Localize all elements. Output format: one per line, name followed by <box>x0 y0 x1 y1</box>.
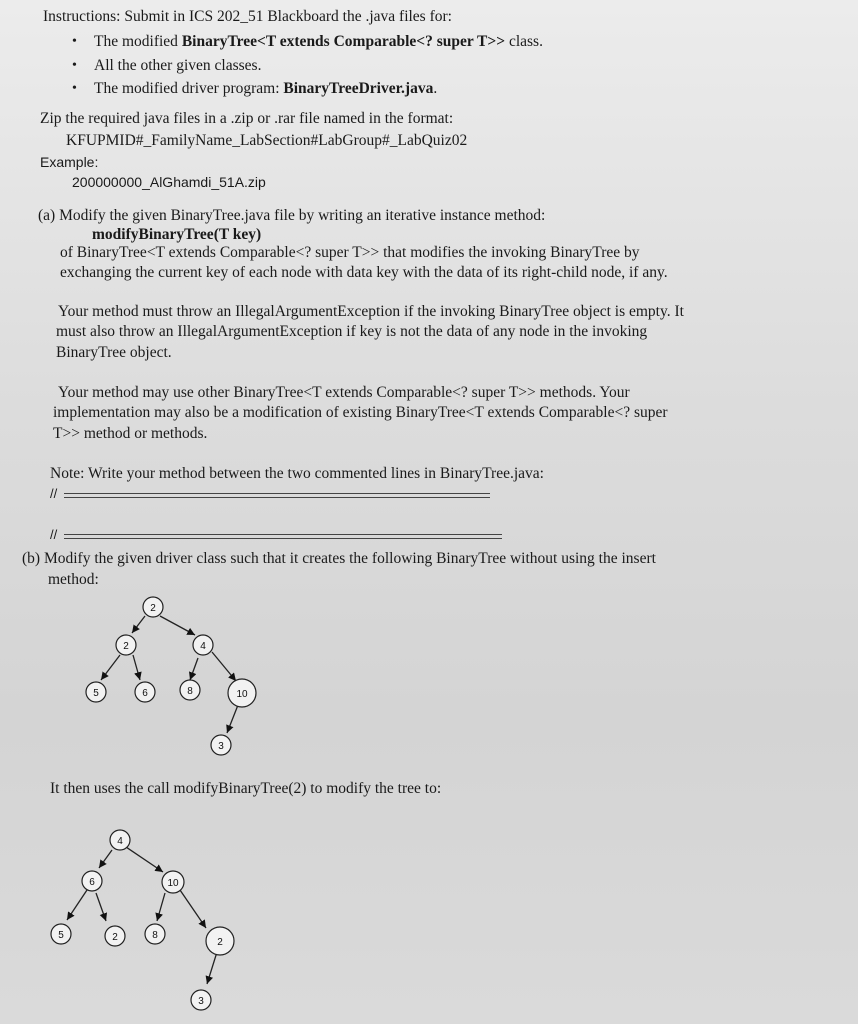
tree-node-label: 3 <box>198 996 204 1007</box>
tree-edge <box>207 952 217 984</box>
part-a-line-4: exchanging the current key of each node with data key with the data of its right-child node, if any. <box>60 264 668 281</box>
instructions-line: Instructions: Submit in ICS 202_51 Blackboard the .java files for: <box>43 8 452 25</box>
tree-node-label: 4 <box>200 641 206 652</box>
bullet-item-1: The modified BinaryTree<T extends Comparable<? super T>> class. <box>94 33 543 50</box>
tree-edge <box>180 890 206 928</box>
tree-edge <box>126 847 163 872</box>
part-a-note: Note: Write your method between the two commented lines in BinaryTree.java: <box>50 465 544 482</box>
part-a-methods-line-2: implementation may also be a modification of existing BinaryTree<T extends Comparable<? super <box>53 404 668 421</box>
tree-node-label: 6 <box>89 877 95 888</box>
tree-node-label: 2 <box>123 641 129 652</box>
example-label: Example: <box>40 154 99 170</box>
comment-marker-bottom: // <box>50 527 58 542</box>
tree-node-label: 2 <box>217 937 223 948</box>
part-a-exception-line-2: must also throw an IllegalArgumentException if key is not the data of any node in the invoking <box>56 323 648 340</box>
tree-node-label: 2 <box>150 603 156 614</box>
part-a-line-1: (a) Modify the given BinaryTree.java file by writing an iterative instance method: <box>38 207 546 224</box>
tree-node-label: 2 <box>112 932 118 943</box>
example-filename: 200000000_AlGhamdi_51A.zip <box>72 174 266 190</box>
tree-node-label: 10 <box>167 878 179 889</box>
tree-node-label: 8 <box>152 930 158 941</box>
part-a-line-3: of BinaryTree<T extends Comparable<? super T>> that modifies the invoking BinaryTree by <box>60 244 640 261</box>
tree-edge <box>99 850 112 868</box>
tree-node-label: 5 <box>93 688 99 699</box>
tree-node-label: 10 <box>236 689 248 700</box>
bullet-dot: • <box>72 34 77 49</box>
comment-marker-top: // <box>50 486 58 501</box>
bullet-dot: • <box>72 81 77 96</box>
bullet-dot: • <box>72 58 77 73</box>
bullet-item-2: All the other given classes. <box>94 57 262 74</box>
part-b-line-1: (b) Modify the given driver class such that it creates the following BinaryTree without using the insert <box>22 550 656 567</box>
tree-node-label: 4 <box>117 836 123 847</box>
bullet-item-3: The modified driver program: BinaryTreeDriver.java. <box>94 80 438 97</box>
tree-node-label: 3 <box>218 741 224 752</box>
part-a-exception-line-3: BinaryTree object. <box>56 344 172 361</box>
zip-instructions: Zip the required java files in a .zip or .rar file named in the format: <box>40 110 454 127</box>
modify-call-text: It then uses the call modifyBinaryTree(2) to modify the tree to: <box>50 780 442 797</box>
tree-node-label: 6 <box>142 688 148 699</box>
part-b-line-2: method: <box>48 571 99 588</box>
part-a-method-signature: modifyBinaryTree(T key) <box>92 226 262 243</box>
tree-node-label: 8 <box>187 686 193 697</box>
part-a-methods-line-1: Your method may use other BinaryTree<T extends Comparable<? super T>> methods. Your <box>58 384 630 401</box>
tree-node-label: 5 <box>58 930 64 941</box>
part-a-methods-line-3: T>> method or methods. <box>53 425 208 442</box>
tree-edge <box>157 893 165 921</box>
zip-format: KFUPMID#_FamilyName_LabSection#LabGroup#_LabQuiz02 <box>66 132 468 149</box>
tree-edge <box>67 890 87 920</box>
part-a-exception-line-1: Your method must throw an IllegalArgumentException if the invoking BinaryTree object is empty. It <box>58 303 684 320</box>
tree-edge <box>96 893 106 921</box>
